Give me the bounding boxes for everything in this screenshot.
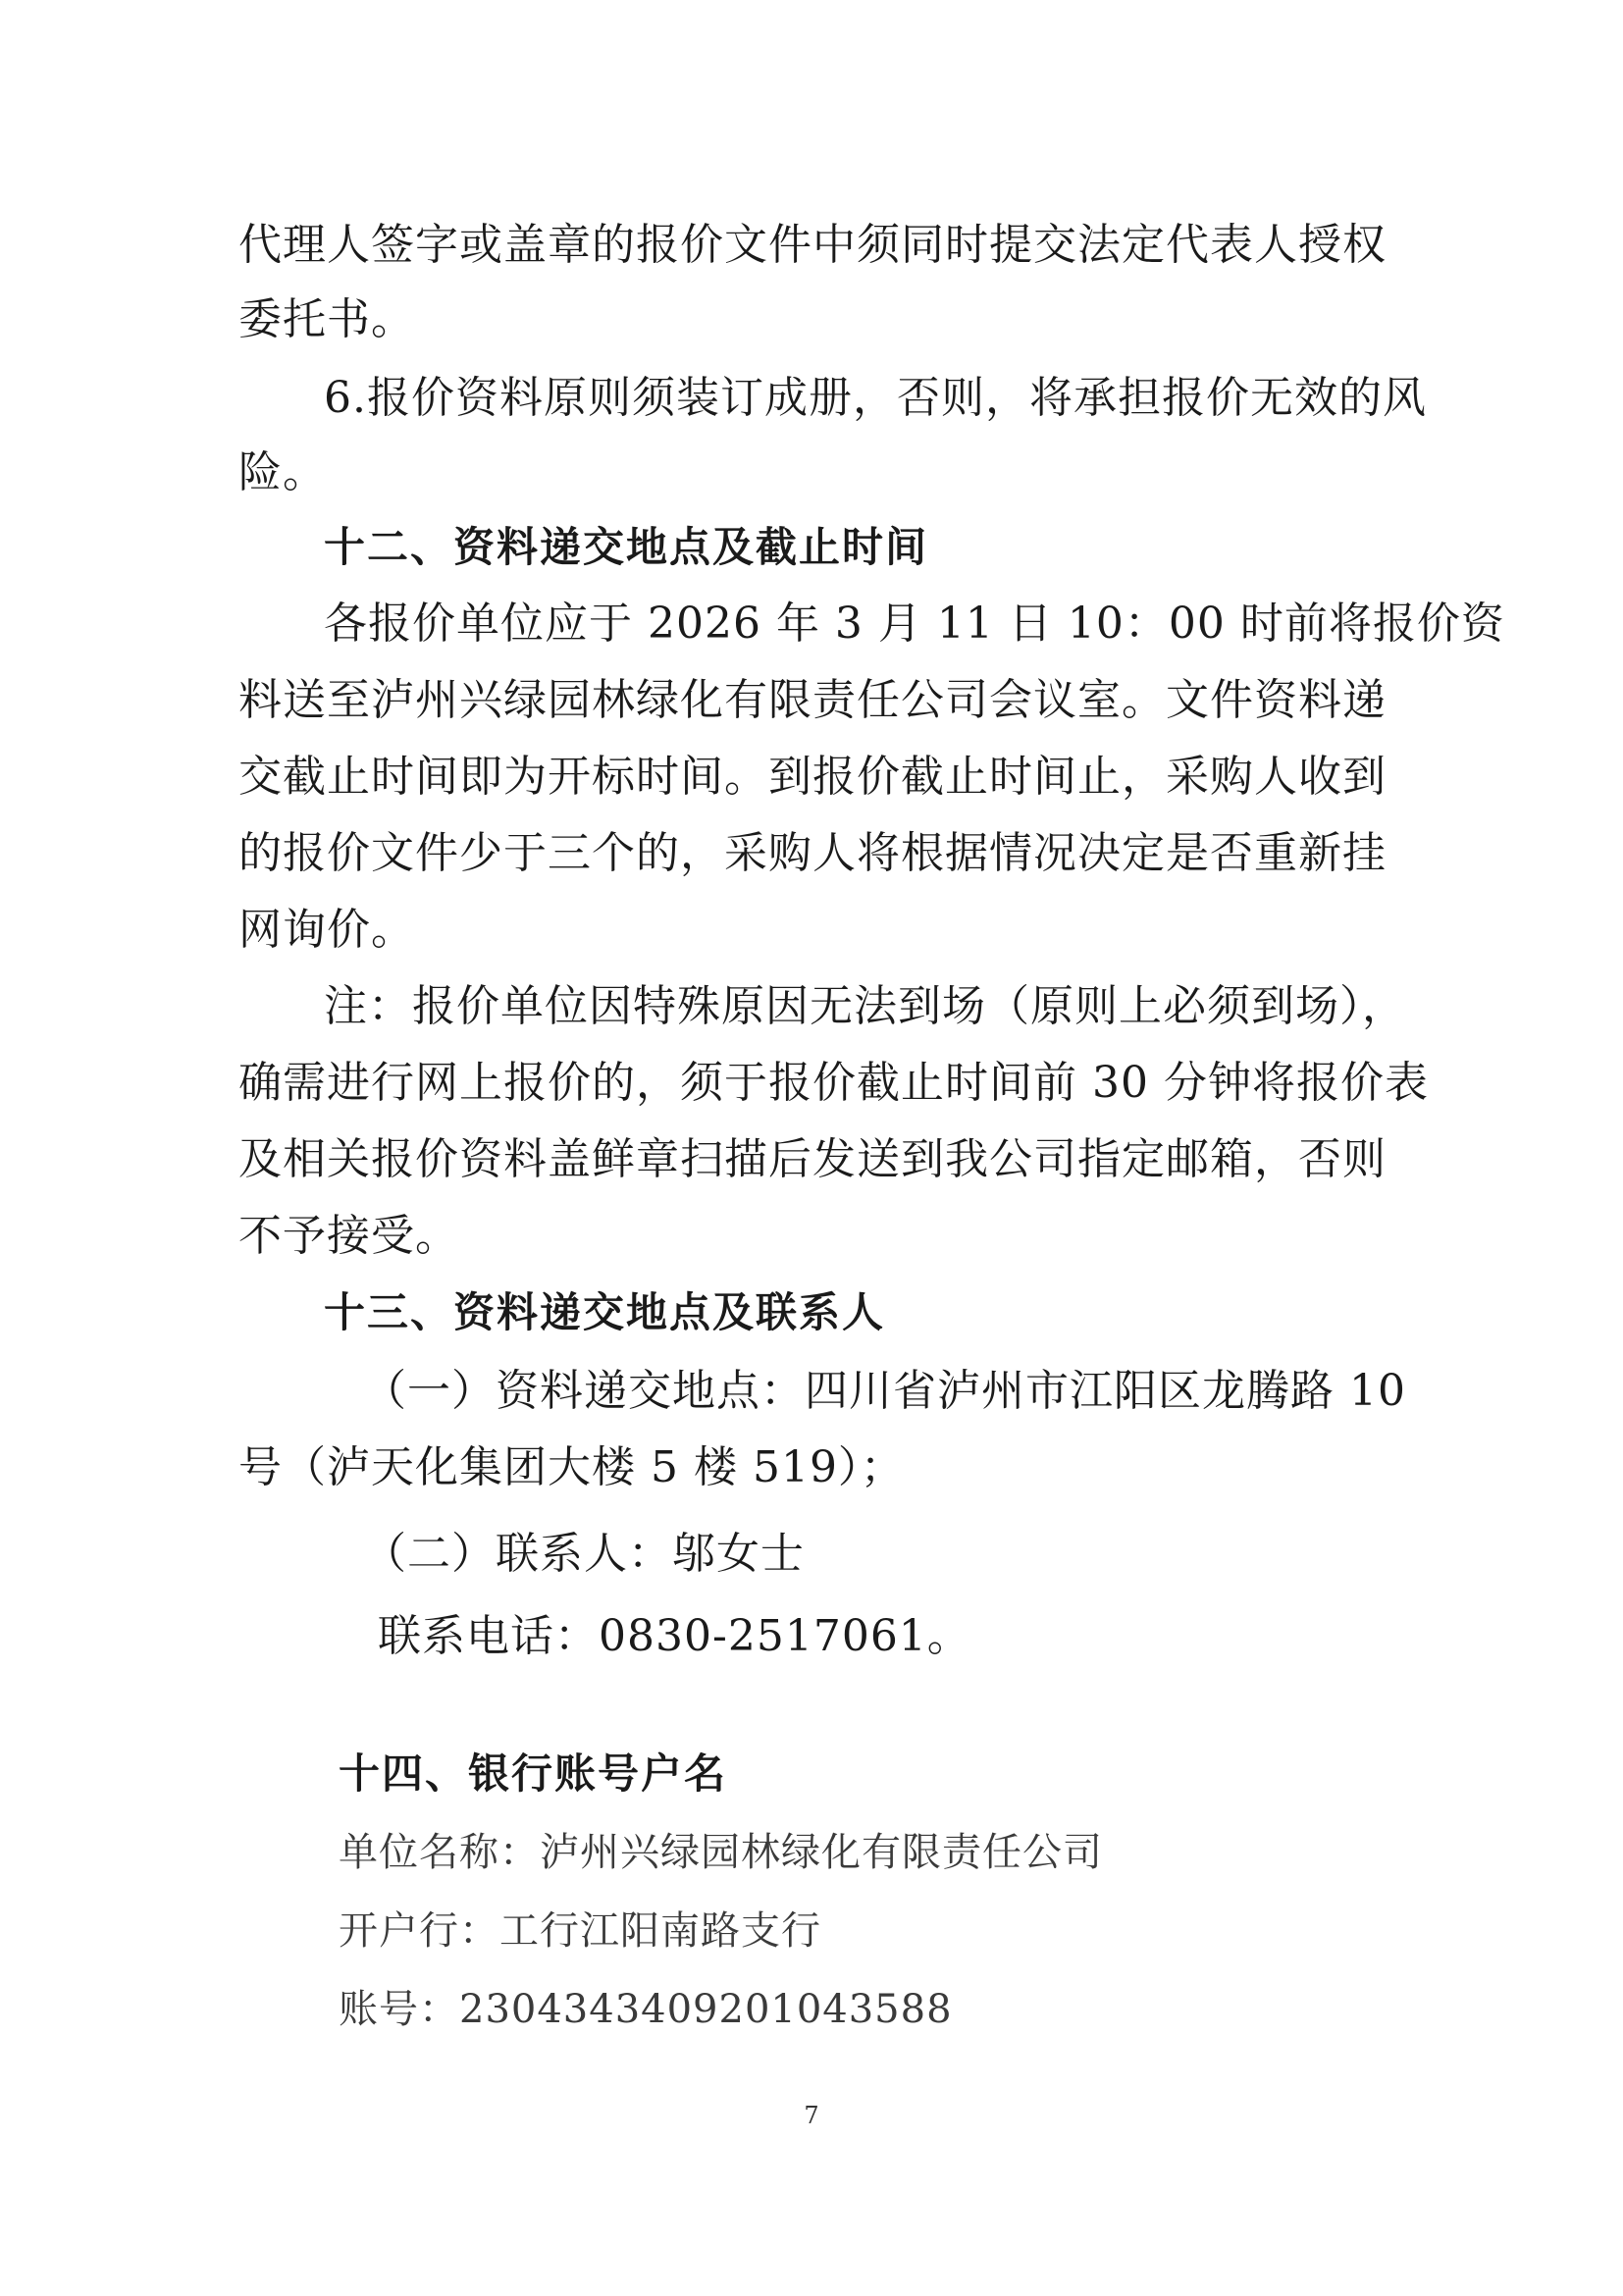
section-12-paragraph-line: 的报价文件少于三个的，采购人将根据情况决定是否重新挂 — [238, 828, 1387, 878]
note-line: 确需进行网上报价的，须于报价截止时间前 30 分钟将报价表 — [238, 1058, 1429, 1108]
note-line: 不予接受。 — [238, 1211, 459, 1261]
section-12-paragraph-line: 料送至泸州兴绿园林绿化有限责任公司会议室。文件资料递 — [238, 675, 1387, 725]
note-line: 及相关报价资料盖鲜章扫描后发送到我公司指定邮箱，否则 — [238, 1134, 1387, 1184]
paragraph-line: 委托书。 — [238, 294, 415, 344]
address-line: （一）资料递交地点：四川省泸州市江阳区龙腾路 10 — [363, 1366, 1406, 1416]
page-number: 7 — [804, 2102, 819, 2129]
bank-unit-name: 单位名称：泸州兴绿园林绿化有限责任公司 — [339, 1830, 1103, 1875]
section-12-paragraph-line: 各报价单位应于 2026 年 3 月 11 日 10：00 时前将报价资 — [324, 599, 1505, 649]
contact-person: （二）联系人：邬女士 — [363, 1529, 805, 1579]
section-14-heading: 十四、银行账号户名 — [339, 1749, 728, 1798]
bank-branch: 开户行：工行江阳南路支行 — [339, 1908, 821, 1954]
paragraph-line: 代理人签字或盖章的报价文件中须同时提交法定代表人授权 — [238, 220, 1387, 270]
item-6-line: 险。 — [238, 447, 327, 497]
section-12-paragraph-line: 网询价。 — [238, 905, 415, 955]
address-line: 号（泸天化集团大楼 5 楼 519）； — [238, 1442, 905, 1492]
section-13-heading: 十三、资料递交地点及联系人 — [324, 1288, 886, 1336]
item-6-line: 6.报价资料原则须装订成册，否则，将承担报价无效的风 — [324, 373, 1427, 423]
bank-account: 账号：2304343409201043588 — [339, 1987, 953, 2032]
note-line: 注：报价单位因特殊原因无法到场（原则上必须到场）， — [324, 981, 1406, 1031]
contact-phone: 联系电话：0830-2517061。 — [378, 1611, 971, 1661]
section-12-heading: 十二、资料递交地点及截止时间 — [324, 523, 929, 571]
section-12-paragraph-line: 交截止时间即为开标时间。到报价截止时间止，采购人收到 — [238, 752, 1387, 802]
